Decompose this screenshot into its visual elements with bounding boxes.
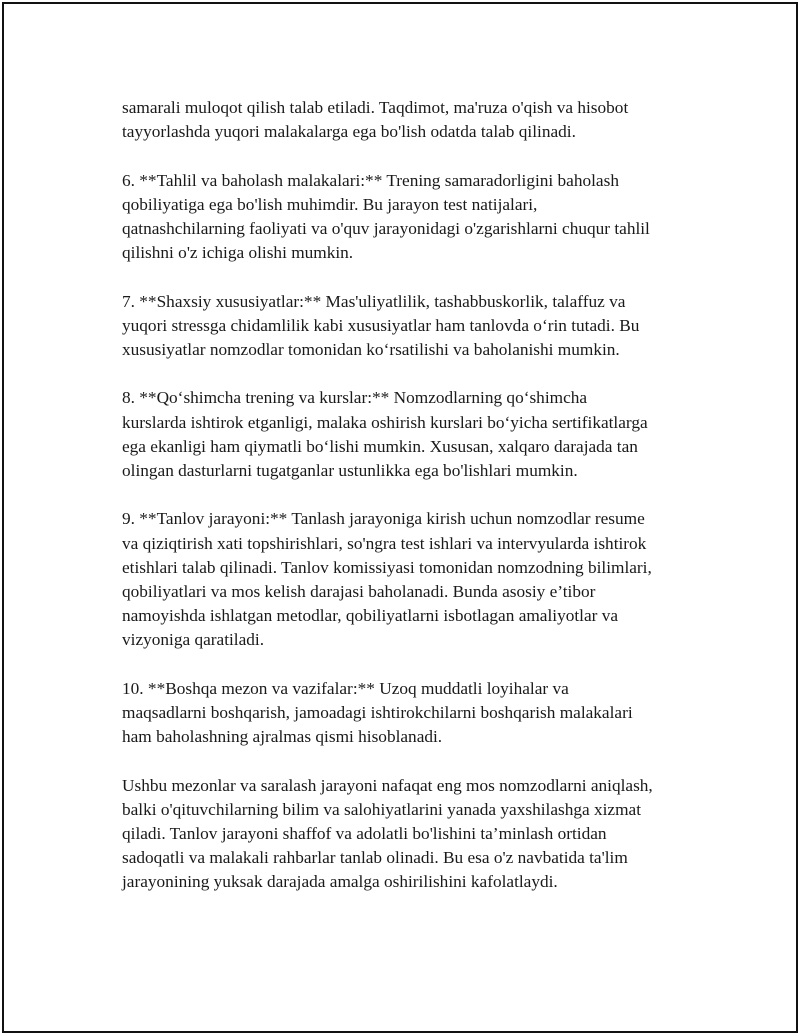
- paragraph-analysis-skills: 6. **Tahlil va baholash malakalari:** Trening samaradorligini baholash qobiliyatiga ega bo'lish muhimdir. Bu jarayon test natijalari, qatnashchilarning faoliyati va o'quv jarayonidagi o'zgarishlarni chuqur tahlil qilishni o'z ichiga olishi mumkin.: [122, 170, 650, 263]
- paragraph-other-criteria: 10. **Boshqa mezon va vazifalar:** Uzoq muddatli loyihalar va maqsadlarni boshqarish, jamoadagi ishtirokchilarni boshqarish malakalari ham baholashning ajralmas qismi hisoblanadi.: [122, 678, 633, 747]
- paragraph-communication-continued: samarali muloqot qilish talab etiladi. Taqdimot, ma'ruza o'qish va hisobot tayyorlashda yuqori malakalarga ega bo'lish odatda talab qilinadi.: [122, 98, 629, 142]
- document-body: [122, 96, 702, 919]
- page-frame: [2, 2, 798, 1033]
- paragraph-additional-training: 8. **Qo‘shimcha trening va kurslar:** Nomzodlarning qo‘shimcha kurslarda ishtirok etganligi, malaka oshirish kurslari bo‘yicha sertifikatlarga ega ekanligi ham qiymatli bo‘lishi mumkin. Xususan, xalqaro darajada tan olingan dasturlarni tugatganlar ustunlikka ega bo'lishlari mumkin.: [122, 388, 648, 480]
- paragraph-conclusion: Ushbu mezonlar va saralash jarayoni nafaqat eng mos nomzodlarni aniqlash, balki o'qituvchilarning bilim va salohiyatlarini yanada yaxshilashga xizmat qiladi. Tanlov jarayoni shaffof va adolatli bo'lishini ta’minlash ortidan sadoqatli va malakali rahbarlar tanlab olinadi. Bu esa o'z navbatida ta'lim jarayonining yuksak darajada amalga oshirilishini kafolatlaydi.: [122, 775, 653, 892]
- paragraph-personal-traits: 7. **Shaxsiy xususiyatlar:** Mas'uliyatlilik, tashabbuskorlik, talaffuz va yuqori stressga chidamlilik kabi xususiyatlar ham tanlovda o‘rin tutadi. Bu xususiyatlar nomzodlar tomonidan ko‘rsatilishi va baholanishi mumkin.: [122, 291, 640, 359]
- paragraph-selection-process: 9. **Tanlov jarayoni:** Tanlash jarayoniga kirish uchun nomzodlar resume va qiziqtirish xati topshirishlari, so'ngra test ishlari va intervyularda ishtirok etishlari talab qilinadi. Tanlov komissiyasi tomonidan nomzodning bilimlari, qobiliyatlari va mos kelish darajasi baholanadi. Bunda asosiy e’tibor namoyishda ishlatgan metodlar, qobiliyatlarni isbotlagan amaliyotlar va vizyoniga qaratiladi.: [122, 509, 652, 650]
